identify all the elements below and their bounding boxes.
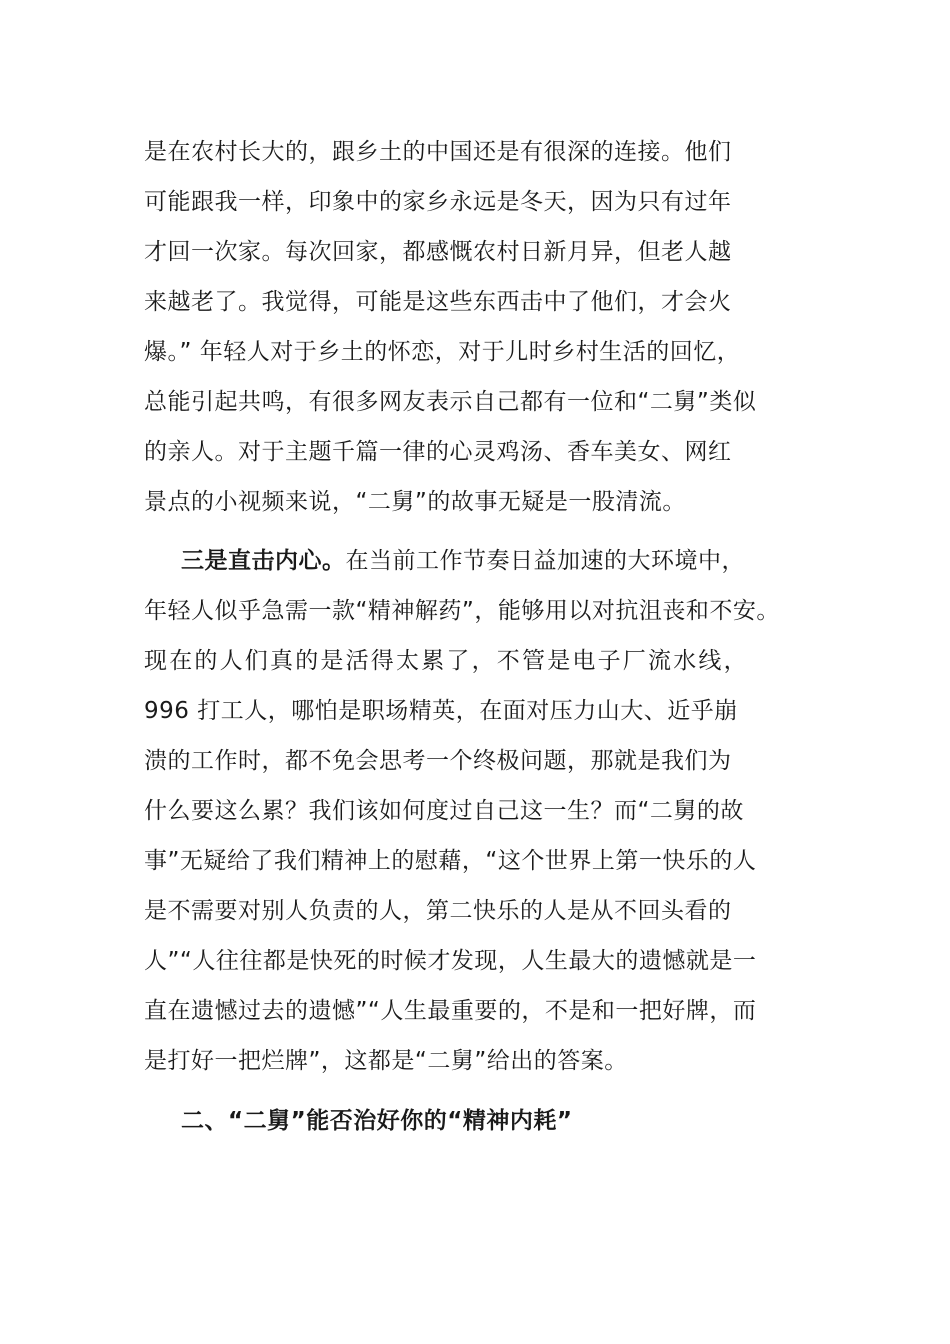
paragraph-1-line-2: 可能跟我一样，印象中的家乡永远是冬天，因为只有过年 [144,189,732,215]
paragraph-2-line-2: 年轻人似乎急需一款“精神解药”，能够用以对抗沮丧和不安。 [144,598,780,624]
paragraph-1-line-8: 景点的小视频来说，“二舅”的故事无疑是一股清流。 [144,489,686,515]
paragraph-2-line-6: 什么要这么累？我们该如何度过自己这一生？而“二舅的故 [144,798,744,824]
paragraph-2-line-10: 直在遗憾过去的遗憾”“人生最重要的，不是和一把好牌，而 [144,998,757,1024]
paragraph-2-lead-bold: 三是直击内心。 [181,548,346,574]
paragraph-2-line-4: 996 打工人，哪怕是职场精英，在面对压力山大、近乎崩 [144,698,738,724]
paragraph-2-line-3: 现在的人们真的是活得太累了，不管是电子厂流水线， [144,648,749,674]
paragraph-2-line-9: 人”“人往往都是快死的时候才发现，人生最大的遗憾就是一 [144,948,757,974]
paragraph-2-line-11: 是打好一把烂牌”，这都是“二舅”给出的答案。 [144,1048,628,1074]
paragraph-1-line-5: 爆。” 年轻人对于乡土的怀恋，对于儿时乡村生活的回忆， [144,339,741,365]
paragraph-1-line-1: 是在农村长大的，跟乡土的中国还是有很深的连接。他们 [144,139,732,165]
paragraph-1-line-3: 才回一次家。每次回家，都感慨农村日新月异，但老人越 [144,239,732,265]
paragraph-1-line-4: 来越老了。我觉得，可能是这些东西击中了他们，才会火 [144,289,732,315]
paragraph-2-lead-rest: 在当前工作节奏日益加速的大环境中， [345,548,745,574]
paragraph-2-line-8: 是不需要对别人负责的人，第二快乐的人是从不回头看的 [144,898,732,924]
paragraph-2-line-7: 事”无疑给了我们精神上的慰藉，“这个世界上第一快乐的人 [144,848,757,874]
paragraph-1-line-6: 总能引起共鸣，有很多网友表示自己都有一位和“二舅”类似 [144,389,757,415]
section-heading-2: 二、“二舅”能否治好你的“精神内耗” [181,1108,573,1134]
paragraph-1-line-7: 的亲人。对于主题千篇一律的心灵鸡汤、香车美女、网红 [144,439,732,465]
paragraph-2-line-5: 溃的工作时，都不免会思考一个终极问题，那就是我们为 [144,748,732,774]
paragraph-2-line-1 [181,546,745,576]
